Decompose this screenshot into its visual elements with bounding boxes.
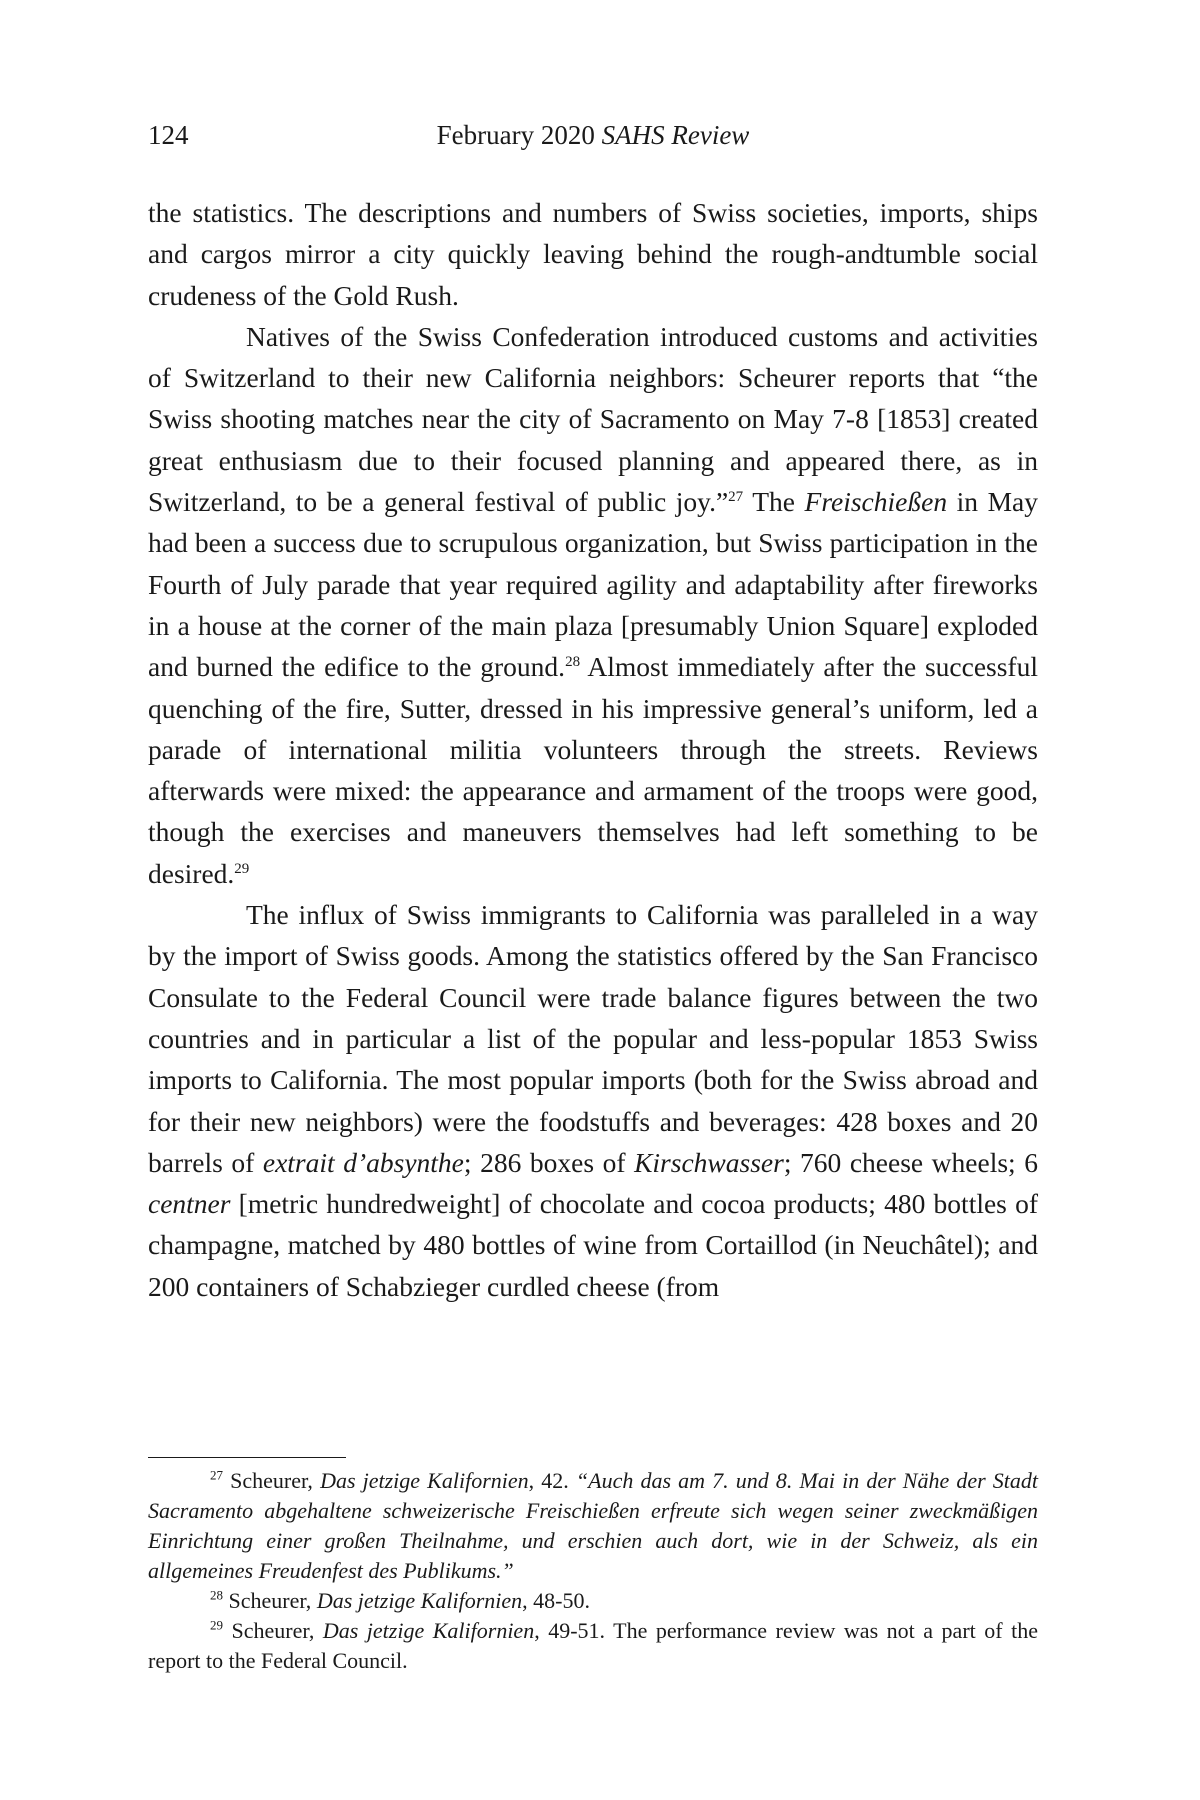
- paragraph-3: The influx of Swiss immigrants to California was paralleled in a way by the import of Swiss goods. Among the statistics offered by the San Francisco Consulate to the Federal Council were trade balance figures between the two countries and in particular a list of the popular and less-popular 1853 Swiss imports to California. The most popular imports (both for the Swiss abroad and for their new neighbors) were the foodstuffs and beverages: 428 boxes and 20 barrels of extrait d’absynthe; 286 boxes of Kirschwasser; 760 cheese wheels; 6 centner [metric hundredweight] of chocolate and cocoa products; 480 bottles of champagne, matched by 480 bottles of wine from Cortaillod (in Neuchâtel); and 200 containers of Schabzieger curdled cheese (from: [148, 899, 1038, 1302]
- journal-title: [148, 120, 1038, 151]
- paragraph-2: Natives of the Swiss Confederation introduced customs and activities of Switzerland to their new California neighbors: Scheurer reports that “the Swiss shooting matches near the city of Sacramento on May 7-8 [1853] created great enthusiasm due to their focused planning and appeared there, as in Switzerland, to be a general festival of public joy.”$^{27}$ The Freischießen in May had been a success due to scrupulous organization, but Swiss participation in the Fourth of July parade that year required agility and adaptability after fireworks in a house at the corner of the main plaza [presumably Union Square] exploded and burned the edifice to the ground.$^{28}$ Almost immediately after the successful quenching of the fire, Sutter, dressed in his impressive general’s uniform, led a parade of international militia volunteers through the streets. Reviews afterwards were mixed: the appearance and armament of the troops were good, though the exercises and maneuvers themselves had left something to be desired.$^{29}$: [148, 320, 1038, 889]
- footnote-28: $^{28}$ Scheurer, Das jetzige Kalifornien, 48-50.: [210, 1587, 590, 1613]
- page-number: 124: [148, 120, 189, 150]
- footnote-divider: [148, 1457, 346, 1458]
- journal-name: SAHS Review: [601, 120, 750, 150]
- footnote-ref-27[interactable]: 27: [728, 488, 744, 505]
- paragraph-1: the statistics. The descriptions and numbers of Swiss societies, imports, ships and cargos mirror a city quickly leaving behind the rough-andtumble social crudeness of the Gold Rush.: [148, 197, 1038, 311]
- footnote-ref-28[interactable]: 28: [565, 654, 581, 671]
- running-head: [148, 120, 1038, 160]
- footnote-29: $^{29}$ Scheurer, Das jetzige Kalifornien, 49-51. The performance review was not a part of the report to the Federal Council.: [148, 1617, 1038, 1673]
- issue-date: February 2020: [436, 120, 595, 150]
- footnote-ref-29[interactable]: 29: [234, 860, 250, 877]
- footnote-27: $^{27}$ Scheurer, Das jetzige Kalifornien, 42. “Auch das am 7. und 8. Mai in der Nähe der Stadt Sacramento abgehaltene schweizerische Freischießen erfreute sich wegen seiner zweckmäßigen Einrichtung einer großen Theilnahme, und erschien auch dort, wie in der Schweiz, als ein allgemeines Freudenfest des Publikums.”: [148, 1467, 1038, 1583]
- footnotes: [148, 1466, 1038, 1676]
- body-text: [148, 192, 1038, 1307]
